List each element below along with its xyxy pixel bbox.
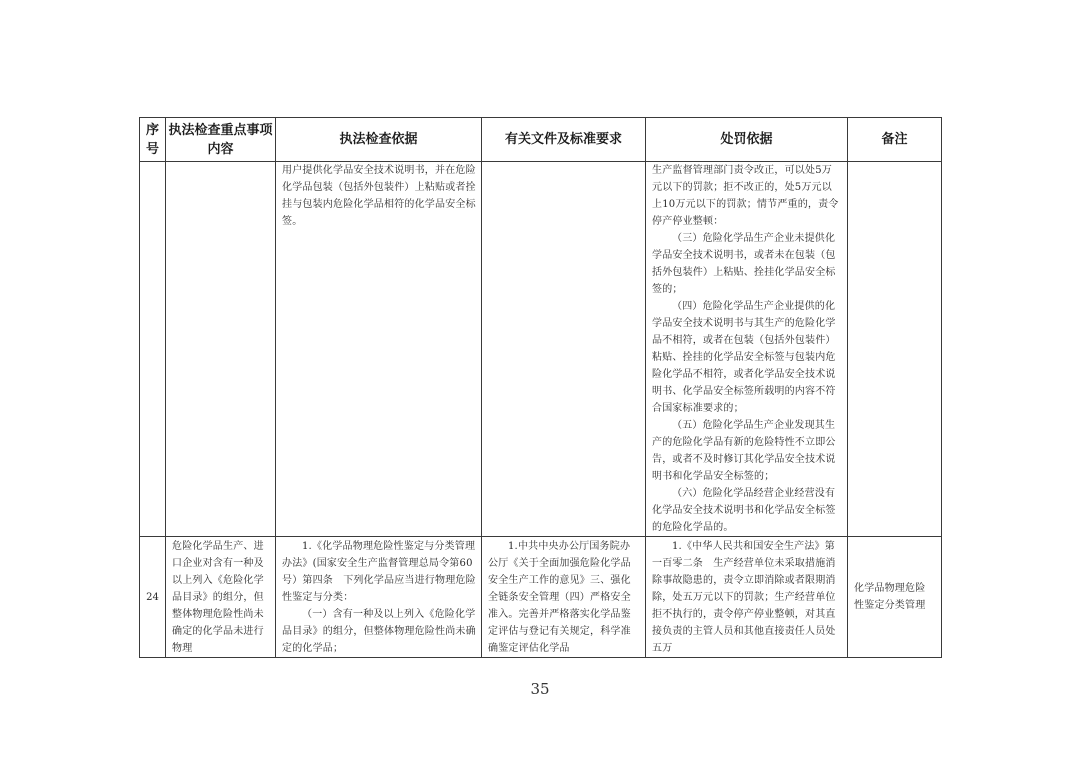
penalty-paragraph: （六）危险化学品经营企业经营没有化学品安全技术说明书和化学品安全标签的危险化学品的。 [652, 488, 836, 533]
row-penalty [646, 537, 848, 658]
row-seq: 24 [140, 537, 166, 658]
penalty-paragraph: （四）危险化学品生产企业提供的化学品安全技术说明书与其生产的危险化学品不相符，或者在包装（包括外包装件）粘贴、拴挂的化学品安全标签与包装内危险化学品不相符，或者化学品安全技术说明书、化学品安全标签所载明的内容不符合国家标准要求的； [652, 301, 836, 414]
row-basis [276, 537, 482, 658]
row-remarks [848, 537, 942, 658]
header-seq: 序号 [140, 118, 166, 162]
row-key-items-text: 危险化学品生产、进口企业对含有一种及以上列入《危险化学品目录》的组分，但整体物理危险性尚未确定的化学品未进行物理 [172, 541, 264, 654]
remarks-text: 化学品物理危险性鉴定分类管理 [854, 583, 926, 611]
header-remarks: 备注 [848, 118, 942, 162]
header-key-items: 执法检查重点事项内容 [166, 118, 276, 162]
enforcement-inspection-table [139, 117, 942, 658]
basis-paragraph: （一）含有一种及以上列入《危险化学品目录》的组分，但整体物理危险性尚未确定的化学品； [282, 609, 476, 654]
header-standards: 有关文件及标准要求 [482, 118, 646, 162]
table-row [140, 162, 942, 537]
row-key-items [166, 162, 276, 537]
row-remarks [848, 162, 942, 537]
table-header-row [140, 118, 942, 162]
penalty-paragraph: 1.《中华人民共和国安全生产法》第一百零二条 生产经营单位未采取措施消除事故隐患的，责令立即消除或者限期消除，处五万元以下的罚款；生产经营单位拒不执行的，责令停产停业整顿，对其直接负责的主管人员和其他直接责任人员处五万 [652, 541, 836, 654]
basis-paragraph: 1.《化学品物理危险性鉴定与分类管理办法》(国家安全生产监督管理总局令第60号）第四条 下列化学品应当进行物理危险性鉴定与分类： [282, 541, 476, 603]
row-standards [482, 537, 646, 658]
penalty-paragraph: （三）危险化学品生产企业未提供化学品安全技术说明书，或者未在包装（包括外包装件）上粘贴、拴挂化学品安全标签的； [652, 233, 836, 295]
row-penalty [646, 162, 848, 537]
row-standards [482, 162, 646, 537]
header-basis: 执法检查依据 [276, 118, 482, 162]
table-row [140, 537, 942, 658]
standards-paragraph: 1.中共中央办公厅国务院办公厅《关于全面加强危险化学品安全生产工作的意见》三、强化全链条安全管理（四）严格安全准入。完善并严格落实化学品鉴定评估与登记有关规定，科学准确鉴定评估化学品 [488, 541, 631, 654]
row-key-items [166, 537, 276, 658]
row-basis [276, 162, 482, 537]
header-penalty: 处罚依据 [646, 118, 848, 162]
page-number: 35 [530, 680, 550, 698]
penalty-paragraph: 生产监督管理部门责令改正，可以处5万元以下的罚款；拒不改正的，处5万元以上10万元以下的罚款；情节严重的，责令停产停业整顿： [652, 165, 839, 227]
penalty-paragraph: （五）危险化学品生产企业发现其生产的危险化学品有新的危险特性不立即公告，或者不及时修订其化学品安全技术说明书和化学品安全标签的； [652, 420, 836, 482]
row-seq [140, 162, 166, 537]
basis-paragraph: 用户提供化学品安全技术说明书，并在危险化学品包装（包括外包装件）上粘贴或者拴挂与包装内危险化学品相符的化学品安全标签。 [282, 165, 476, 227]
